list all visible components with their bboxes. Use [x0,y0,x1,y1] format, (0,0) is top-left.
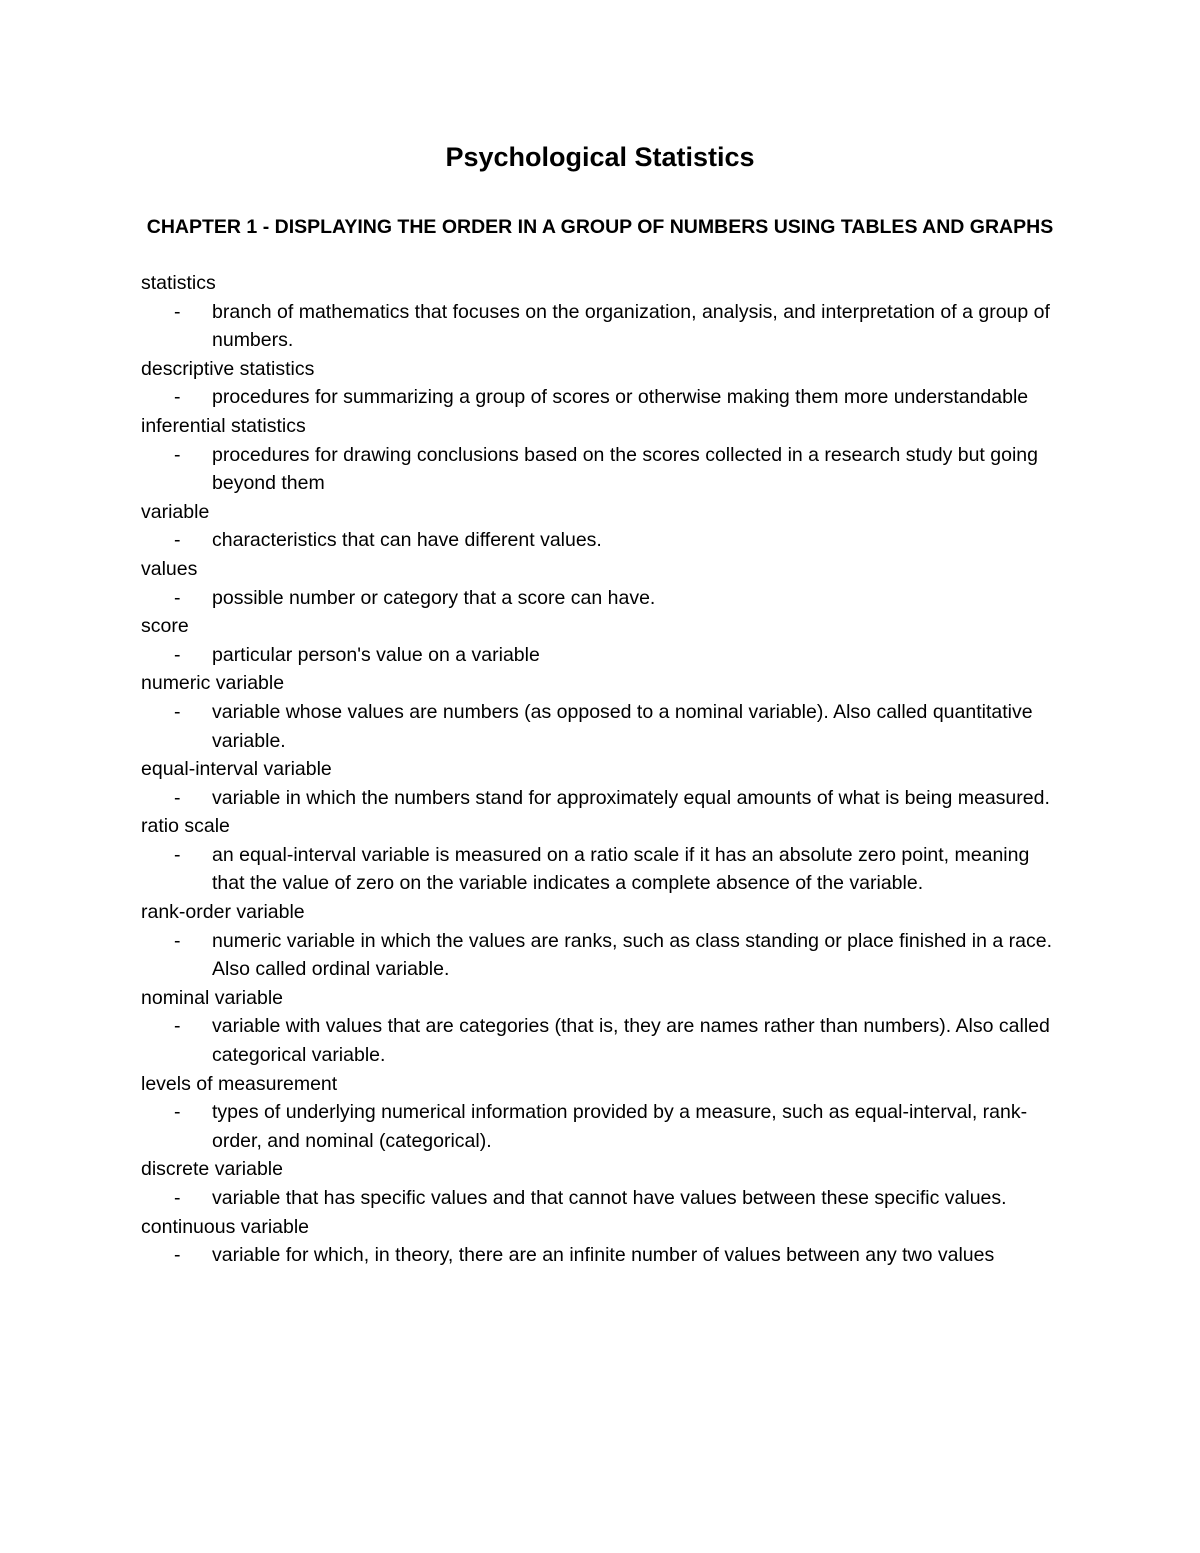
glossary-entry [141,984,1066,1070]
bullet-dash: - [174,443,181,466]
bullet-dash: - [174,700,181,723]
bullet-dash: - [174,643,181,666]
term-definition [141,1241,1066,1270]
bullet-dash: - [174,786,181,809]
definition-text: types of underlying numerical information provided by a measure, such as equal-interval, rank-order, and nominal (categorical). [212,1101,1028,1152]
term-label: continuous variable [141,1215,310,1238]
glossary-list [141,269,1066,1270]
bullet-dash: - [174,529,181,552]
glossary-entry [141,498,1066,555]
definition-text: variable in which the numbers stand for approximately equal amounts of what is being measured. [212,786,1050,809]
glossary-entry [141,555,1066,612]
glossary-entry [141,812,1066,898]
term-label: ratio scale [141,815,230,838]
term-label: statistics [141,272,216,294]
definition-text: numeric variable in which the values are ranks, such as class standing or place finished in a race. Also called ordinal variable. [212,929,1053,981]
bullet-dash: - [174,843,181,866]
term-label: equal-interval variable [141,758,332,781]
chapter-heading: CHAPTER 1 - DISPLAYING THE ORDER IN A GROUP OF NUMBERS USING TABLES AND GRAPHS [146,216,1054,238]
term-definition [141,1184,1066,1213]
term-label: discrete variable [141,1158,283,1181]
definition-text: procedures for summarizing a group of scores or otherwise making them more understandable [212,386,1029,409]
definition-text: variable that has specific values and that cannot have values between these specific values. [212,1187,1007,1209]
glossary-entry [141,412,1066,498]
term-definition [141,784,1066,813]
glossary-entry [141,612,1066,669]
glossary-entry [141,1070,1066,1156]
term-label: values [141,557,198,580]
term-definition [141,526,1066,555]
term-definition [141,298,1066,355]
document-title: Psychological Statistics [445,142,755,172]
term-definition [141,927,1066,984]
bullet-dash: - [174,1101,181,1124]
bullet-dash: - [174,1187,181,1209]
bullet-dash: - [174,1244,181,1267]
term-definition [141,641,1066,670]
bullet-dash: - [174,300,181,323]
glossary-entry [141,898,1066,984]
term-label: numeric variable [141,672,285,695]
bullet-dash: - [174,386,181,409]
glossary-entry [141,355,1066,412]
term-label: score [141,615,189,638]
term-label: nominal variable [141,986,283,1009]
glossary-entry [141,1213,1066,1270]
term-definition [141,383,1066,412]
definition-text: possible number or category that a score can have. [212,586,656,609]
definition-text: procedures for drawing conclusions based on the scores collected in a research study but going beyond them [212,443,1038,495]
term-definition [141,1012,1066,1069]
definition-text: characteristics that can have different values. [212,529,602,552]
term-label: descriptive statistics [141,357,315,380]
definition-text: variable for which, in theory, there are an infinite number of values between any two values [212,1244,995,1267]
glossary-entry [141,269,1066,355]
term-label: levels of measurement [141,1072,338,1095]
definition-text: an equal-interval variable is measured on a ratio scale if it has an absolute zero point, meaning that the value of zero on the variable indicates a complete absence of the variable. [212,843,1030,895]
glossary-entry [141,1155,1066,1212]
glossary-entry [141,755,1066,812]
definition-text: variable with values that are categories (that is, they are names rather than numbers). Also called categorical variable. [212,1015,1050,1067]
bullet-dash: - [174,929,181,952]
definition-text: variable whose values are numbers (as opposed to a nominal variable). Also called quantitative variable. [212,700,1033,752]
glossary-entry [141,669,1066,755]
term-label: rank-order variable [141,901,305,924]
term-definition [141,584,1066,613]
term-label: inferential statistics [141,414,306,437]
definition-text: particular person's value on a variable [212,643,540,666]
term-definition [141,698,1066,755]
term-label: variable [141,500,210,523]
term-definition [141,441,1066,498]
bullet-dash: - [174,1015,181,1038]
term-definition [141,841,1066,898]
term-definition [141,1098,1066,1155]
bullet-dash: - [174,586,181,609]
definition-text: branch of mathematics that focuses on the organization, analysis, and interpretation of a group of numbers. [212,300,1050,352]
